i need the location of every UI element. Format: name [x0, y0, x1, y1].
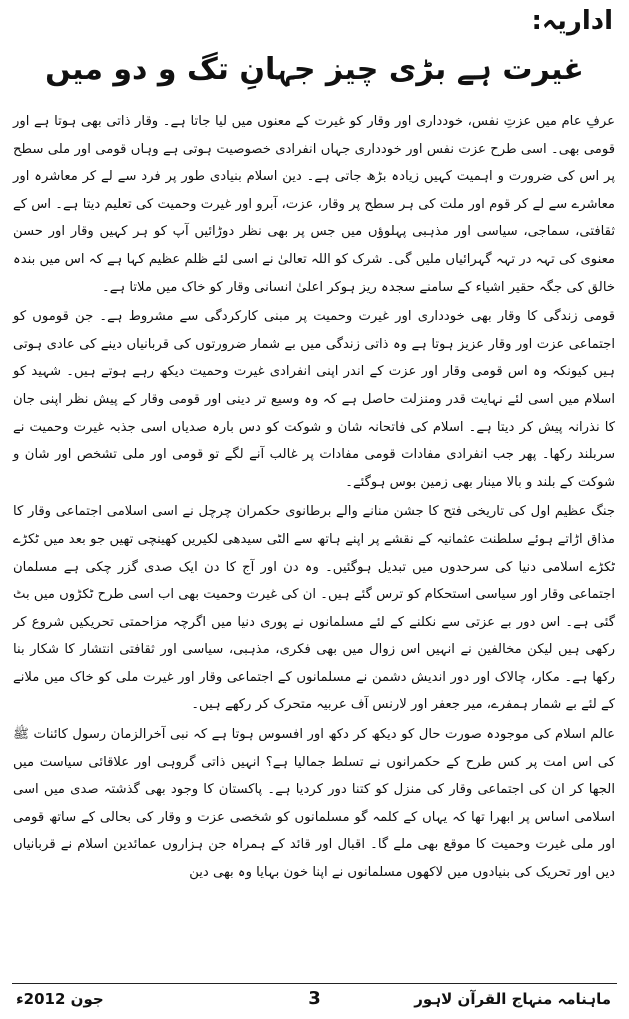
editorial-body [13, 108, 615, 889]
editorial-headline: غیرت ہے بڑی چیز جہانِ تگ و دو میں [45, 52, 584, 87]
section-label: اداریہ: [531, 6, 613, 36]
paragraph-4: عالم اسلام کی موجودہ صورت حال کو دیکھ کر دکھ اور افسوس ہوتا ہے کہ نبی آخرالزمان رسول کائنات ﷺ کی اس امت پر کس طرح کے حکمرانوں نے تسلط جمالیا ہے؟ انہیں ذاتی گروہی اور علاقائی سیاست میں الجھا کر ان کی اجتماعی وقار کی منزل کو کتنا دور کردیا ہے۔ پاکستان کا وجود بھی گذشتہ صدی میں اسی اسلامی اساس پر ابھرا تھا کہ یہاں کے کلمہ گو مسلمانوں کو شخصی عزت و وقار کی بحالی کے ساتھ قومی اور ملی غیرت وحمیت کا موقع بھی ملے گا۔ اقبال اور قائد کے ہمراہ جن ہزاروں عمائدین اسلام نے قربانیاں دیں اور تحریک کی بنیادوں میں لاکھوں مسلمانوں نے اپنا خون بہایا وہ بھی دین [13, 727, 615, 881]
paragraph-2: قومی زندگی کا وقار بھی خودداری اور غیرت وحمیت پر مبنی کارکردگی سے مشروط ہے۔ جن قوموں کو اجتماعی عزت اور وقار عزیز ہوتا ہے وہ ذاتی زندگی میں بے شمار ضرورتوں کی قربانیاں دینے کی عادی ہوتی ہیں کیونکہ وہ اس قومی وقار اور عزت کے اندر اپنی انفرادی غیرت وحمیت دیکھ رہے ہوتے ہیں۔ شہید کو اسلام میں اسی لئے نہایت قدر ومنزلت حاصل ہے کہ وہ وسیع تر دینی اور قومی وقار کے پیش نظر اپنی جان کا نذرانہ پیش کر دیتا ہے۔ اسلام کی فاتحانہ شان و شوکت کو دس بارہ صدیاں اسی جذبہ غیرت وحمیت نے سربلند رکھا۔ پھر جب انفرادی مفادات قومی مفادات پر غالب آنے لگے تو قومی اور ملی تشخص اور شان و شوکت کے بلند و بالا مینار بھی زمین بوس ہوگئے۔ [13, 309, 615, 490]
paragraph-1: عرفِ عام میں عزتِ نفس، خودداری اور وقار کو غیرت کے معنوں میں لیا جاتا ہے۔ وقار ذاتی بھی ہوتا ہے اور قومی بھی۔ اسی طرح عزت نفس اور خودداری جہاں انفرادی خصوصیت ہوتی ہے وہاں قومی اور ملی سطح پر اس کی ضرورت و اہمیت کہیں زیادہ بڑھ جاتی ہے۔ دین اسلام بنیادی طور پر فرد سے لے کر معاشرہ اور معاشرے سے لے کر قوم اور ملت کی ہر سطح پر وقار، عزت، آبرو اور غیرت وحمیت کی تعلیم دیتا ہے۔ اس کے ثقافتی، سماجی، سیاسی اور مذہبی پہلوؤں میں جس پر بھی نظر دوڑائیں آپ کو ہر کہیں وقار اور حسن معنوی کی تہہ در تہہ گہرائیاں ملیں گی۔ شرک کو اللہ تعالیٰ نے اسی لئے ظلم عظیم کہا ہے کہ اس میں بندہ خالق کی جگہ حقیر اشیاء کے سامنے سجدہ ریز ہوکر اعلیٰ انسانی وقار کو خاک میں ملاتا ہے۔ [13, 114, 615, 295]
issue-date: جون 2012ء [16, 990, 104, 1008]
magazine-name: ماہنامہ منہاج القرآن لاہور [414, 990, 611, 1008]
page-number: 3 [308, 988, 321, 1009]
paragraph-3: جنگ عظیم اول کی تاریخی فتح کا جشن منانے والے برطانوی حکمران چرچل نے اسی اسلامی اجتماعی وقار کا مذاق اڑاتے ہوئے سلطنت عثمانیہ کے نقشے پر اپنے ہاتھ سے الٹی سیدھی لکیریں کھینچی تھیں جو بعد میں ٹکڑے ٹکڑے اسلامی دنیا کی سرحدوں میں تبدیل ہوگئیں۔ وہ دن اور آج کا دن ایک صدی گزر چکی ہے مسلمان اجتماعی وقار اور سیاسی استحکام کو ترس گئے ہیں۔ ان کی غیرت وحمیت بھی اب اسی طرح ٹکڑوں میں بٹ گئی ہے۔ اس دور بے عزتی سے نکلنے کے لئے مسلمانوں نے پوری دنیا میں اگرچہ مزاحمتی تحریکیں شروع کر رکھی ہیں لیکن مخالفین نے انہیں اس زوال میں بھی فکری، مذہبی، سیاسی اور ثقافتی انتشار کا شکار بنا رکھا ہے۔ مکار، چالاک اور دور اندیش دشمن نے مسلمانوں کے اجتماعی وقار اور غیرت ملی کو خاک میں ملانے کے لئے بے شمار ہمفرے، میر جعفر اور لارنس آف عربیہ متحرک کر رکھے ہیں۔ [13, 504, 615, 713]
page-footer [12, 983, 617, 1014]
